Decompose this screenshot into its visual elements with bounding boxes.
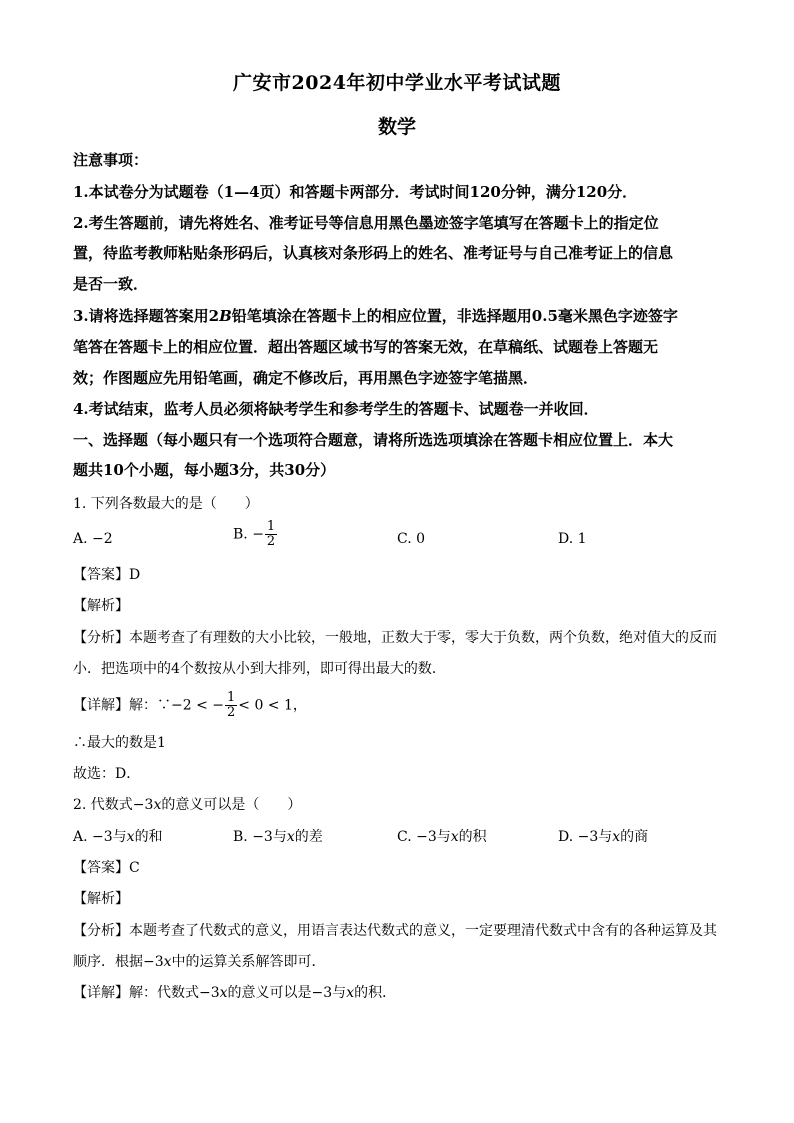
notice-item-2-line3: 是否一致． (73, 275, 149, 293)
exam-subject: 数学 (377, 116, 416, 138)
q1-option-b-fraction: $\frac{1}{2}$ (266, 519, 276, 549)
notice-item-2-line2: 置，待监考教师粘贴条形码后，认真核对条形码上的姓名、准考证号与自己准考证上的信息 (73, 244, 674, 262)
notice-item-1: 1.本试卷分为试题卷（1—4页）和答题卡两部分．考试时间120分钟，满分120分． (73, 183, 638, 201)
q1-therefore: ∴最大的数是1 (73, 735, 166, 751)
q1-analysis-label: 【解析】 (73, 598, 129, 614)
q2-stem: 2. 代数式−3x的意义可以是（ ） (73, 797, 302, 813)
q2-detail: 【详解】解：代数式−3x的意义可以是−3与x的积． (73, 985, 397, 1001)
q1-analysis-line2: 小．把选项中的4个数按从小到大排列，即可得出最大的数． (73, 661, 446, 677)
q2-answer: 【答案】C (73, 860, 140, 876)
q1-stem: 1. 下列各数最大的是（ ） (73, 496, 259, 512)
q2-analysis-line2: 顺序．根据−3x中的运算关系解答即可． (73, 954, 326, 970)
notice-item-2-line1: 2.考生答题前，请先将姓名、准考证号等信息用黑色墨迹签字笔填写在答题卡上的指定位 (73, 214, 659, 232)
notice-item-3-line2: 笔答在答题卡上的相应位置．超出答题区域书写的答案无效，在草稿纸、试题卷上答题无 (73, 338, 659, 356)
notice-item-3-line1: 3.请将选择题答案用2B铅笔填涂在答题卡上的相应位置，非选择题用0.5毫米黑色字迹签字 (73, 307, 678, 325)
q2-option-a: A. −3与x的和 (73, 829, 163, 845)
notice-heading: 注意事项： (73, 151, 149, 169)
q1-detail-fraction: $\frac{1}{2}$ (227, 690, 236, 720)
q2-option-c: C. −3与x的积 (397, 829, 487, 845)
q1-option-b: B. − $\frac{1}{2}$ (233, 519, 276, 549)
q1-option-a: A. −2 (73, 531, 113, 547)
q2-option-d: D. −3与x的商 (558, 829, 649, 845)
section-heading-line1: 一、选择题（每小题只有一个选项符合题意，请将所选选项填涂在答题卡相应位置上．本大 (73, 431, 674, 449)
q1-option-d: D. 1 (558, 531, 587, 547)
section-heading-line2: 题共10个小题，每小题3分，共30分） (73, 461, 336, 479)
q2-analysis-line1: 【分析】本题考查了代数式的意义，用语言表达代数式的意义，一定要理清代数式中含有的各种运算及其 (73, 923, 717, 939)
q2-analysis-label: 【解析】 (73, 891, 129, 907)
q1-choose: 故选：D． (73, 766, 141, 782)
notice-item-4: 4.考试结束，监考人员必须将缺考学生和参考学生的答题卡、试题卷一并收回． (73, 400, 599, 418)
q2-option-b: B. −3与x的差 (233, 829, 323, 845)
q1-detail: 【详解】解：∵−2 < − $\frac{1}{2}$ < 0 < 1， (73, 690, 307, 720)
notice-item-3-line3: 效；作图题应先用铅笔画，确定不修改后，再用黑色字迹签字笔描黑． (73, 369, 539, 387)
exam-title: 广安市2024年初中学业水平考试试题 (233, 72, 561, 94)
q1-option-c: C. 0 (397, 531, 426, 547)
q1-answer: 【答案】D (73, 567, 141, 583)
q1-analysis-line1: 【分析】本题考查了有理数的大小比较，一般地，正数大于零，零大于负数，两个负数，绝对值大的反而 (73, 630, 717, 646)
